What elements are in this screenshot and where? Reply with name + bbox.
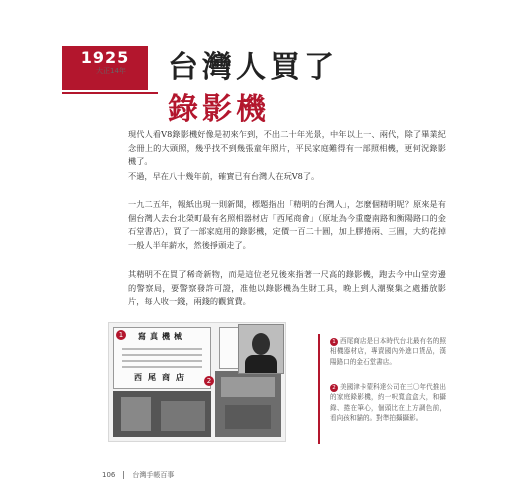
ad-store-name: 西尾商店	[134, 372, 190, 382]
chapter-title-line2: 錄影機	[168, 92, 270, 127]
figure-number-badge: 1	[116, 330, 126, 340]
title-divider	[62, 92, 158, 94]
caption-number: 2	[330, 384, 338, 392]
caption-text: 西尾商店是日本時代台北最有名的照相機器材店，專賣國內外進口貨品，漢陽路口的金石堂書店。	[330, 337, 446, 366]
caption-number: 1	[330, 338, 338, 346]
caption-2	[330, 382, 446, 424]
ad-title: 寫真機械	[138, 331, 186, 341]
body-paragraph-4: 其精明不在買了稀奇新物，而是這位老兄後來指著一尺高的錄影機，跑去今中山堂旁邊的警察局，要警察發許可證，准他以錄影機為生財工具，晚上到人潮聚集之處播放影片，每人收一錢，兩錢的觀賞費。	[128, 269, 446, 307]
book-title: 台灣手帳百事	[132, 471, 175, 479]
body-paragraph-2: 不過，早在八十幾年前，確實已有台灣人在玩V8了。	[128, 171, 320, 181]
body-paragraph-1: 現代人看V8錄影機好像是初來乍到，不出二十年光景，中年以上一、兩代，除了畢業紀念冊上的大頭照，幾乎找不到幾張童年照片，平民家庭難得有一部照相機，更何況錄影機了。	[128, 129, 446, 167]
portrait-body	[245, 355, 277, 373]
page-footer	[102, 470, 174, 480]
footer-separator	[123, 471, 124, 479]
body-paragraph-3: 一九二五年，報紙出現一則新聞，標題指出「精明的台灣人」，怎麼個精明呢？原來是有個台灣人去台北榮町最有名照相器材店「西尾商會」（原址為今重慶南路和衡陽路口的金石堂書店），買了一部家庭用的錄影機，定價一百二十圓，加上膠捲兩、三圓，大約花掉一般人半年薪水，然後掙頭走了。	[128, 199, 446, 250]
caption-text: 美國津卡蒙科達公司在三〇年代推出的家庭錄影機，約一呎寬盒盒大，和攝錄、捲在筆心，個頭比在上方調色前，看向孩和貓的。對準拍攝攝影。	[330, 383, 446, 423]
building-photo	[215, 371, 281, 437]
page-number: 106	[102, 471, 116, 479]
store-interior-photo	[113, 391, 211, 437]
caption-1	[330, 336, 446, 367]
year-label: 1925	[80, 48, 130, 67]
chapter-title-line1: 台灣人買了	[168, 50, 338, 85]
caption-divider	[318, 334, 320, 444]
portrait-photo	[238, 324, 284, 374]
era-label: 大正14年	[96, 67, 126, 75]
portrait-head	[252, 333, 270, 355]
figure-number-badge: 2	[204, 376, 214, 386]
newspaper-advertisement	[113, 327, 211, 389]
ad-text-lines	[122, 344, 202, 372]
